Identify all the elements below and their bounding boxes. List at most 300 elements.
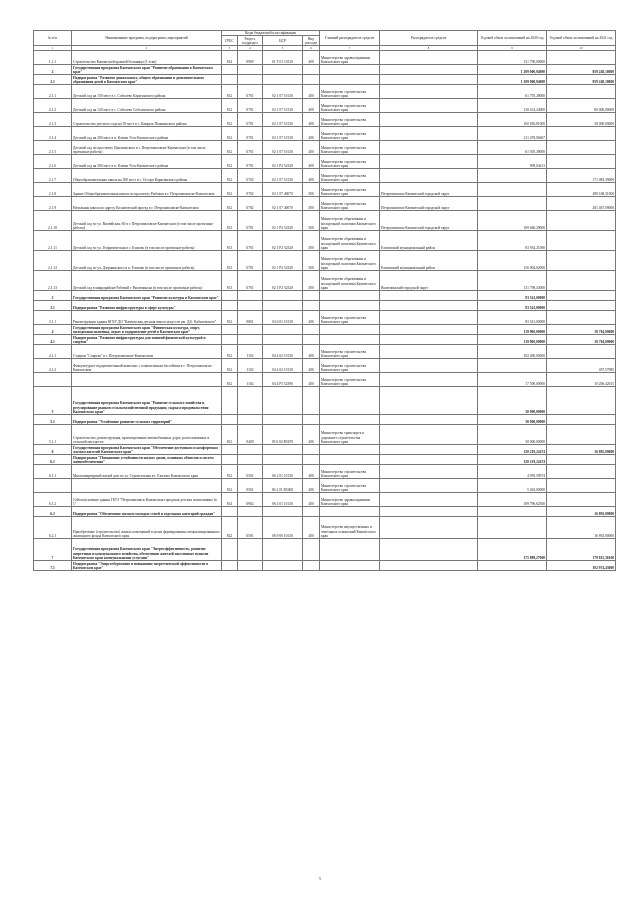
row-amount-2021: [547, 301, 616, 311]
row-csr: [263, 301, 303, 311]
row-distributor: [380, 75, 478, 85]
row-amount-2021: 38 000,00000: [547, 113, 616, 127]
row-grbs: 821: [222, 425, 238, 445]
column-index: 7: [320, 46, 380, 51]
row-grbs: 812: [222, 479, 238, 493]
row-number: 2.1.10: [34, 211, 72, 231]
row-vr: 400: [303, 373, 320, 387]
row-distributor: [380, 127, 478, 141]
table-row: [34, 561, 616, 571]
row-customer: [320, 561, 380, 571]
row-customer: Министерство строительства Камчатского края: [320, 197, 380, 211]
row-distributor: [380, 415, 478, 425]
row-name: Подпрограмма "Энергосбережение и повышение энергетической эффективности в Камчатском крае": [72, 561, 222, 571]
row-amount-2021: 16 892,00000: [547, 445, 616, 455]
row-razdel: 0701: [238, 211, 263, 231]
row-name: Детский сад по ул. Дзержинского в п. Елизово (в том числе проектные работы): [72, 251, 222, 271]
row-amount-2020: 131 790,00000: [478, 51, 547, 65]
row-amount-2021: [547, 271, 616, 291]
row-distributor: [380, 359, 478, 373]
row-csr: [263, 561, 303, 571]
row-csr: 02 1 07 10130: [263, 99, 303, 113]
row-distributor: [380, 517, 478, 539]
row-distributor: [380, 155, 478, 169]
row-grbs: [222, 65, 238, 75]
row-razdel: 0701: [238, 85, 263, 99]
table-row: [34, 271, 616, 291]
row-csr: 05 6 02 R5670: [263, 425, 303, 445]
row-razdel: 0702: [238, 183, 263, 197]
row-vr: [303, 301, 320, 311]
row-razdel: 0701: [238, 155, 263, 169]
row-razdel: 0909: [238, 51, 263, 65]
row-grbs: [222, 539, 238, 561]
row-name: Подпрограмма "Развитие дошкольного, общего образования и дополнительного образования детей в Камчатском крае": [72, 75, 222, 85]
row-name: Детский сад на 120 мест в с. Соболево Соболевского района: [72, 99, 222, 113]
row-vr: [303, 445, 320, 455]
row-name: Государственная программа Камчатского края "Развитие сельского хозяйства и регулирование рынков сельскохозяйственной продукции, сырья и продовольствия Камчатского края": [72, 387, 222, 415]
row-customer: Министерство строительства Камчатского края: [320, 465, 380, 479]
row-customer: Министерство образования и молодежной политики Камчатского края: [320, 251, 380, 271]
row-vr: [303, 65, 320, 75]
header-distributor: Распорядитель средств: [380, 31, 478, 46]
row-customer: Министерство строительства Камчатского края: [320, 359, 380, 373]
document-page: [33, 30, 615, 571]
row-number: 2.1.7: [34, 169, 72, 183]
row-grbs: 814: [222, 51, 238, 65]
row-amount-2020: 30 000,00000: [478, 387, 547, 415]
row-csr: 04 4 02 10130: [263, 359, 303, 373]
row-name: Детский сад по ул. Геофизическая в г. Елизово (в том числе проектные работы): [72, 231, 222, 251]
table-row: [34, 85, 616, 99]
row-distributor: [380, 51, 478, 65]
header-2020: Годовой объем ассигнований на 2020 год: [478, 31, 547, 46]
header-2021: Годовой объем ассигнований на 2021 год: [547, 31, 616, 46]
row-name: Физкультурно-оздоровительный комплекс с плавательным бассейном в с. Петропавловске-Камчатском: [72, 359, 222, 373]
table-row: [34, 425, 616, 445]
row-csr: 02 1 07 10130: [263, 85, 303, 99]
table-row: [34, 99, 616, 113]
row-customer: Министерство строительства Камчатского края: [320, 345, 380, 359]
row-number: 5: [34, 387, 72, 415]
row-customer: Министерство транспорта и дорожного строительства Камчатского края: [320, 425, 380, 445]
row-razdel: 0702: [238, 169, 263, 183]
row-customer: Министерство строительства Камчатского края: [320, 155, 380, 169]
row-amount-2020: 119 900,00000: [478, 335, 547, 345]
row-vr: 400: [303, 113, 320, 127]
row-amount-2020: [478, 169, 547, 183]
row-number: 1.1.1: [34, 51, 72, 65]
row-name: Сейсмоусиление здания ГБУЗ "Петропавловск-Камчатская городская детская поликлиника № 1": [72, 493, 222, 507]
row-grbs: 812: [222, 169, 238, 183]
row-customer: Министерство строительства Камчатского края: [320, 99, 380, 113]
row-grbs: [222, 445, 238, 455]
row-amount-2020: [478, 517, 547, 539]
row-csr: 02 1 07 10130: [263, 141, 303, 155]
header-num: № п/п: [34, 31, 72, 46]
row-amount-2020: 909,04413: [478, 155, 547, 169]
table-row: [34, 539, 616, 561]
row-number: 4.1.1: [34, 345, 72, 359]
row-csr: [263, 415, 303, 425]
row-number: 3: [34, 291, 72, 301]
row-name: [72, 479, 222, 493]
row-number: 2.1.13: [34, 271, 72, 291]
row-name: Государственная программа Камчатского края "Развитие образования в Камчатском крае": [72, 65, 222, 75]
row-razdel: 0501: [238, 465, 263, 479]
row-csr: [263, 325, 303, 335]
row-name: Подпрограмма "Обеспечение жильем молодых семей и отдельных категорий граждан": [72, 507, 222, 517]
row-amount-2020: 30 000,00000: [478, 425, 547, 445]
row-amount-2021: 281 467,69000: [547, 197, 616, 211]
row-razdel: [238, 75, 263, 85]
column-index: 10: [547, 46, 616, 51]
row-amount-2020: 119 900,00000: [478, 325, 547, 335]
row-name: Государственная программа Камчатского края "Энергоэффективность, развитие энергетики и коммунального хозяйства, обеспечение жителей населенных пунктов Камчатского края коммунальными услугами": [72, 539, 222, 561]
row-vr: [303, 561, 320, 571]
row-razdel: [238, 65, 263, 75]
row-name: Подпрограмма "Развитие инфраструктуры для занятий физической культурой и спортом": [72, 335, 222, 345]
row-amount-2020: 102 400,00000: [478, 345, 547, 359]
row-grbs: [222, 335, 238, 345]
row-amount-2021: [547, 291, 616, 301]
row-distributor: [380, 325, 478, 335]
row-distributor: [380, 425, 478, 445]
row-amount-2020: 83 934,21000: [478, 231, 547, 251]
table-row: [34, 183, 616, 197]
row-amount-2020: 156 904,62000: [478, 251, 547, 271]
row-name: Приобретение (строительство) жилых помещений в целях формирования специализированного жилищного фонда Камчатского края: [72, 517, 222, 539]
row-amount-2021: [547, 251, 616, 271]
row-vr: 400: [303, 99, 320, 113]
row-distributor: [380, 141, 478, 155]
row-csr: [263, 335, 303, 345]
row-amount-2021: 859 248,18000: [547, 65, 616, 75]
row-number: 6.1.1: [34, 465, 72, 479]
row-customer: Министерство здравоохранения Камчатского края: [320, 493, 380, 507]
row-grbs: 812: [222, 183, 238, 197]
row-number: 7.1: [34, 561, 72, 571]
row-vr: 500: [303, 211, 320, 231]
row-grbs: 812: [222, 359, 238, 373]
row-razdel: 0701: [238, 231, 263, 251]
header-csr: ЦСР: [263, 36, 303, 46]
row-number: 5.1.1: [34, 425, 72, 445]
row-csr: [263, 75, 303, 85]
table-row: [34, 479, 616, 493]
row-number: 6: [34, 445, 72, 455]
row-razdel: 1102: [238, 345, 263, 359]
row-amount-2020: 120 219,22474: [478, 455, 547, 465]
row-customer: Министерство строительства Камчатского края: [320, 113, 380, 127]
column-index: 3: [222, 46, 238, 51]
row-amount-2021: [547, 415, 616, 425]
row-customer: Министерство образования и молодежной политики Камчатского края: [320, 271, 380, 291]
row-customer: Министерство строительства Камчатского края: [320, 183, 380, 197]
row-vr: 400: [303, 359, 320, 373]
row-amount-2021: [547, 455, 616, 465]
row-vr: [303, 75, 320, 85]
row-customer: Министерство строительства Камчатского края: [320, 373, 380, 387]
table-header-row: [34, 31, 616, 36]
row-number: 6.1: [34, 455, 72, 465]
table-row: [34, 51, 616, 65]
row-number: 2.1.11: [34, 231, 72, 251]
row-amount-2020: 61 795,28000: [478, 85, 547, 99]
table-row: [34, 445, 616, 455]
row-number: 5.1: [34, 415, 72, 425]
row-amount-2020: 30 000,00000: [478, 415, 547, 425]
row-amount-2021: [547, 311, 616, 325]
row-csr: 06 2 01 10130: [263, 465, 303, 479]
row-razdel: 0501: [238, 479, 263, 493]
row-csr: 02 1 P2 52320: [263, 155, 303, 169]
row-amount-2021: 10 704,00000: [547, 335, 616, 345]
table-row: [34, 251, 616, 271]
row-customer: Министерство строительства Камчатского края: [320, 169, 380, 183]
row-vr: 500: [303, 251, 320, 271]
row-amount-2020: 1 209 000,94000: [478, 75, 547, 85]
column-index: 1: [34, 46, 72, 51]
row-vr: 400: [303, 345, 320, 359]
row-csr: 02 1 07 10130: [263, 169, 303, 183]
row-customer: [320, 387, 380, 415]
row-number: 2: [34, 65, 72, 75]
row-amount-2020: 4 959,59974: [478, 465, 547, 479]
row-csr: 02 1 07 40070: [263, 183, 303, 197]
table-row: [34, 155, 616, 169]
row-amount-2021: [547, 141, 616, 155]
row-amount-2020: 169 660,29000: [478, 211, 547, 231]
row-name: Детский сад на 200 мест в п. Ключи Усть-Камчатского района: [72, 127, 222, 141]
row-amount-2020: 131 798,43000: [478, 271, 547, 291]
row-amount-2021: [547, 211, 616, 231]
header-name: Наименование программ, подпрограмм, мероприятий: [72, 31, 222, 46]
table-row: [34, 507, 616, 517]
row-name: Строительство, реконструкция, проектирование автомобильных дорог, расположенных в сельской местности: [72, 425, 222, 445]
row-vr: 400: [303, 311, 320, 325]
row-vr: 400: [303, 141, 320, 155]
row-razdel: 0702: [238, 197, 263, 211]
row-name: Строительство детского сада на 50 мест в с. Кавраль Пенжинского района: [72, 113, 222, 127]
row-amount-2021: 179 815,36100: [547, 539, 616, 561]
row-number: 4: [34, 325, 72, 335]
table-row: [34, 517, 616, 539]
row-razdel: [238, 335, 263, 345]
row-distributor: [380, 335, 478, 345]
row-customer: Министерство образования и молодежной политики Камчатского края: [320, 231, 380, 251]
row-vr: [303, 335, 320, 345]
row-number: 2.1.5: [34, 141, 72, 155]
row-vr: [303, 539, 320, 561]
table-row: [34, 113, 616, 127]
row-name: Государственная программа Камчатского края "Физическая культура, спорт, молодежная политика, отдых и оздоровление детей в Камчатском крае": [72, 325, 222, 335]
row-grbs: [222, 325, 238, 335]
row-razdel: [238, 387, 263, 415]
row-razdel: 1102: [238, 373, 263, 387]
row-razdel: [238, 415, 263, 425]
row-csr: 02 1 P2 52320: [263, 271, 303, 291]
row-distributor: Елизовский муниципальный район: [380, 251, 478, 271]
row-distributor: Петропавловск-Камчатский городской округ: [380, 197, 478, 211]
row-amount-2020: 109 796,62500: [478, 493, 547, 507]
table-row: [34, 387, 616, 415]
row-grbs: 812: [222, 345, 238, 359]
row-number: 3.1: [34, 301, 72, 311]
row-number: [34, 373, 72, 387]
row-distributor: [380, 345, 478, 359]
row-customer: Министерство строительства Камчатского края: [320, 85, 380, 99]
row-name: Подпрограмма "Развитие инфраструктуры в сфере культуры": [72, 301, 222, 311]
row-vr: 400: [303, 465, 320, 479]
row-grbs: 813: [222, 271, 238, 291]
row-csr: [263, 387, 303, 415]
row-distributor: Петропавловск-Камчатский городской округ: [380, 183, 478, 197]
row-amount-2020: [478, 561, 547, 571]
row-csr: 01 Т 01 10130: [263, 51, 303, 65]
row-distributor: [380, 493, 478, 507]
column-index: 8: [380, 46, 478, 51]
row-csr: 02 1 07 40070: [263, 197, 303, 211]
row-grbs: 814: [222, 493, 238, 507]
column-index: 5: [263, 46, 303, 51]
table-row: [34, 325, 616, 335]
row-vr: [303, 415, 320, 425]
row-amount-2020: 1 209 000,94000: [478, 65, 547, 75]
row-number: 7: [34, 539, 72, 561]
table-row: [34, 169, 616, 183]
column-index: 4: [238, 46, 263, 51]
row-name: Многоквартирный жилой дом по ул. Строительная в г. Елизово Камчатского края: [72, 465, 222, 479]
row-distributor: [380, 65, 478, 75]
row-razdel: 0409: [238, 425, 263, 445]
table-row: [34, 345, 616, 359]
table-body: [34, 51, 616, 571]
table-row: [34, 373, 616, 387]
row-amount-2021: 16 892,00000: [547, 517, 616, 539]
row-csr: 02 1 P2 52320: [263, 251, 303, 271]
row-razdel: 0501: [238, 517, 263, 539]
row-csr: [263, 539, 303, 561]
row-distributor: [380, 507, 478, 517]
row-amount-2021: [547, 51, 616, 65]
column-index: 9: [478, 46, 547, 51]
row-number: 4.1.2: [34, 359, 72, 373]
table-row: [34, 455, 616, 465]
row-customer: Министерство строительства Камчатского края: [320, 141, 380, 155]
row-distributor: [380, 301, 478, 311]
header-customer: Главный распорядитель средств: [320, 31, 380, 46]
row-distributor: [380, 311, 478, 325]
row-grbs: [222, 561, 238, 571]
row-csr: [263, 455, 303, 465]
row-amount-2020: 83 541,00000: [478, 311, 547, 325]
row-number: 2.1.12: [34, 251, 72, 271]
table-row: [34, 231, 616, 251]
row-name: Детский сад в микрорайоне Рабочий г. Вилючинска (в том числе проектные работы): [72, 271, 222, 291]
row-vr: [303, 291, 320, 301]
row-razdel: [238, 507, 263, 517]
row-distributor: [380, 445, 478, 455]
row-distributor: Петропавловск-Камчатский городской округ: [380, 211, 478, 231]
row-grbs: 813: [222, 231, 238, 251]
row-customer: [320, 301, 380, 311]
row-razdel: 0902: [238, 493, 263, 507]
row-vr: 500: [303, 271, 320, 291]
row-csr: 06 2 01 10130: [263, 493, 303, 507]
row-csr: 02 1 P2 52320: [263, 211, 303, 231]
row-grbs: 812: [222, 465, 238, 479]
row-csr: 02 1 P2 52320: [263, 231, 303, 251]
row-csr: 06 2 01 R5400: [263, 479, 303, 493]
row-distributor: [380, 169, 478, 183]
row-amount-2021: [547, 465, 616, 479]
row-amount-2021: 80 000,00000: [547, 99, 616, 113]
row-grbs: [222, 301, 238, 311]
row-amount-2020: [478, 183, 547, 197]
budget-table: [33, 30, 616, 571]
row-csr: [263, 65, 303, 75]
row-distributor: Вилючинский городской округ: [380, 271, 478, 291]
row-amount-2021: 10 206,42015: [547, 373, 616, 387]
row-grbs: 812: [222, 127, 238, 141]
row-csr: 04 4 02 10130: [263, 345, 303, 359]
row-csr: 02 1 07 10130: [263, 113, 303, 127]
row-distributor: [380, 291, 478, 301]
table-row: [34, 65, 616, 75]
row-name: Общеобразовательная школа на 300 мест в с. Оссора Карагинского района: [72, 169, 222, 183]
row-razdel: 0701: [238, 99, 263, 113]
row-customer: [320, 445, 380, 455]
row-distributor: [380, 539, 478, 561]
row-customer: Министерство имущественных и земельных отношений Камчатского края: [320, 517, 380, 539]
row-customer: [320, 291, 380, 301]
table-row: [34, 291, 616, 301]
row-razdel: 1102: [238, 359, 263, 373]
row-name: Детский сад по ул. Вилюйская, 60 в г. Петропавловске-Камчатском (в том числе проектные работы): [72, 211, 222, 231]
row-number: 3.1.1: [34, 311, 72, 325]
row-vr: 400: [303, 127, 320, 141]
row-number: 2.1.9: [34, 197, 72, 211]
row-grbs: 812: [222, 311, 238, 325]
row-vr: 400: [303, 425, 320, 445]
row-name: Государственная программа Камчатского края "Обеспечение доступным и комфортным жильем жителей Камчатского края": [72, 445, 222, 455]
row-name: [72, 373, 222, 387]
table-row: [34, 127, 616, 141]
row-razdel: 0801: [238, 311, 263, 325]
row-amount-2020: 17 500,00000: [478, 373, 547, 387]
table-row: [34, 75, 616, 85]
row-razdel: [238, 291, 263, 301]
row-number: 2.1.1: [34, 85, 72, 99]
row-distributor: [380, 561, 478, 571]
row-name: Государственная программа Камчатского края "Развитие культуры в Камчатском крае": [72, 291, 222, 301]
row-grbs: [222, 75, 238, 85]
row-amount-2021: 859 248,18000: [547, 75, 616, 85]
row-name: Детский сад на 150 мест в с. Соболево Карагинского района: [72, 85, 222, 99]
table-row: [34, 301, 616, 311]
row-vr: 400: [303, 517, 320, 539]
row-vr: [303, 455, 320, 465]
table-row: [34, 359, 616, 373]
row-name: Подпрограмма "Повышение устойчивости жилых домов, основных объектов и систем жизнеобеспечения": [72, 455, 222, 465]
row-razdel: [238, 325, 263, 335]
row-name: Реконструкция здания КГБУ ДО "Камчатская детская школа искусств им. Д.Б. Кабалевского": [72, 311, 222, 325]
row-vr: 400: [303, 479, 320, 493]
row-customer: Министерство здравоохранения Камчатского края: [320, 51, 380, 65]
row-distributor: [380, 387, 478, 415]
row-amount-2020: [478, 359, 547, 373]
